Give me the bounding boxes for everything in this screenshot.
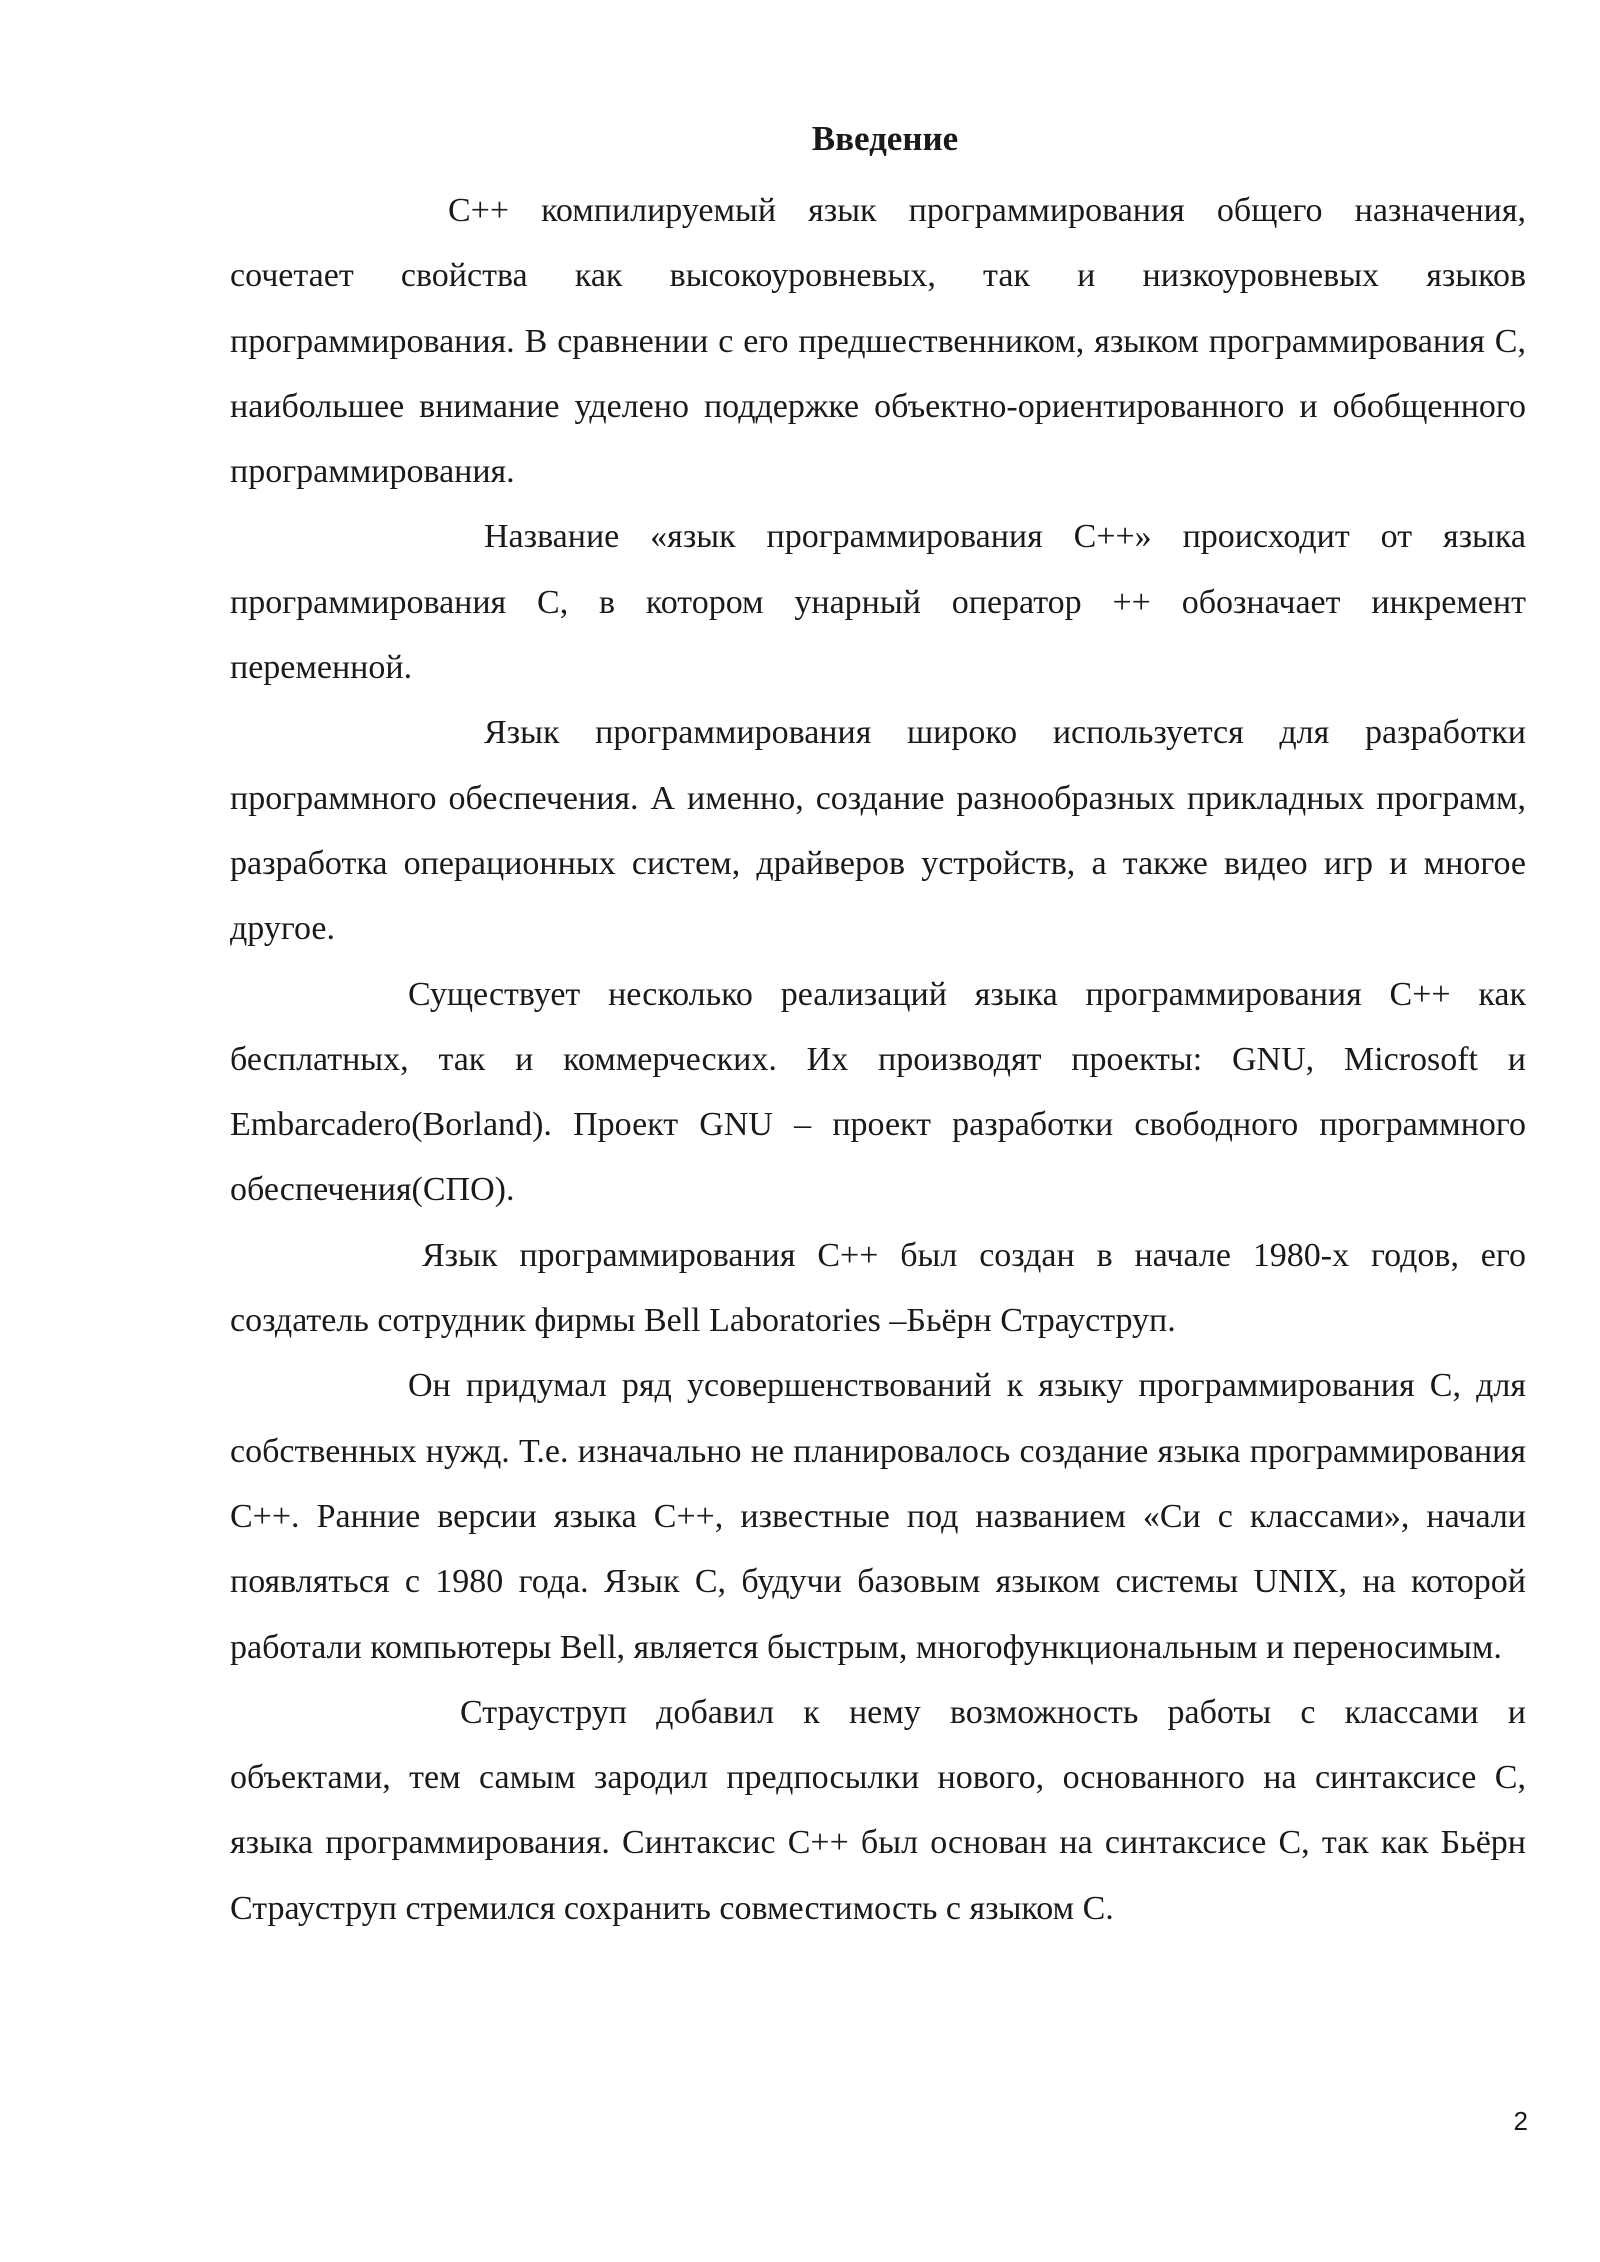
document-body [230,178,1526,1941]
paragraph-name-origin: Название «язык программирования С++» происходит от языка программирования С, в котором унарный оператор ++ обозначает инкремент переменной. [230,518,1526,687]
paragraph-intro: С++ компилируемый язык программирования общего назначения, сочетает свойства как высокоуровневых, так и низкоуровневых языков программирования. В сравнении с его предшественником, языком программирования C, наибольшее внимание уделено поддержке объектно-ориентированного и обобщенного программирования. [230,192,1526,491]
paragraph-improvements: Он придумал ряд усовершенствований к языку программирования C, для собственных нужд. Т.е. изначально не планировалось создание языка программирования С++. Ранние версии языка С++, известные под названием «Си с классами», начали появляться с 1980 года. Язык C, будучи базовым языком системы UNIX, на которой работали компьютеры Bell, является быстрым, многофункциональным и переносимым. [230,1367,1526,1666]
paragraph-creation: Язык программирования С++ был создан в начале 1980-х годов, его создатель сотрудник фирмы Bell Laboratories –Бьёрн Страуструп. [230,1236,1526,1340]
paragraph-implementations: Существует несколько реализаций языка программирования С++ как бесплатных, так и коммерческих. Их производят проекты: GNU, Microsoft и Embarcadero(Borland). Проект GNU – проект разработки свободного программного обеспечения(СПО). [230,975,1526,1209]
page-number: 2 [1513,2106,1528,2136]
paragraph-usage: Язык программирования широко используется для разработки программного обеспечения. А именно, создание разнообразных прикладных программ, разработка операционных систем, драйверов устройств, а также видео игр и многое другое. [230,714,1526,948]
paragraph-syntax: Страуструп добавил к нему возможность работы с классами и объектами, тем самым зародил предпосылки нового, основанного на синтаксисе C, языка программирования. Синтаксис C++ был основан на синтаксисе C, так как Бьёрн Страуструп стремился сохранить совместимость с языком C. [230,1693,1526,1927]
page-title: Введение [811,119,959,158]
